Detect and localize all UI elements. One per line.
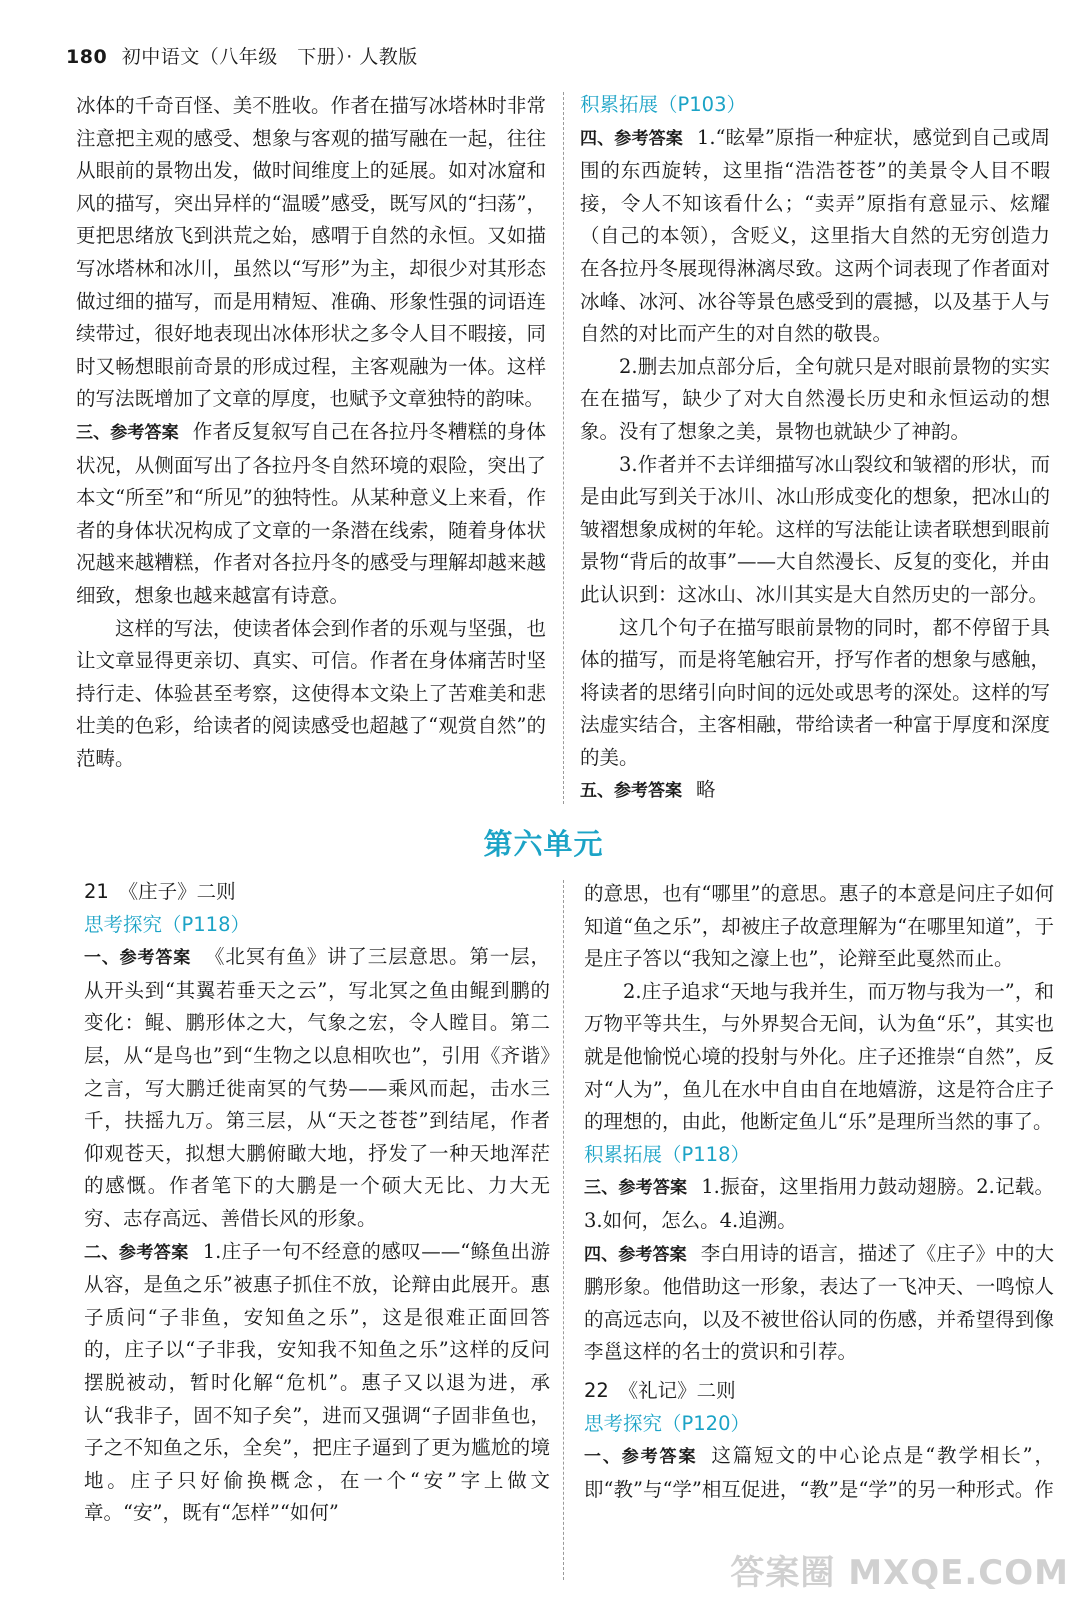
answer-3 <box>76 416 546 613</box>
answer-label: 五、参考答案 <box>580 781 682 802</box>
paragraph: 的意思，也有“哪里”的意思。惠子的本意是问庄子如何知道“鱼之乐”，却被庄子故意理解为“在哪里知道”，于是庄子答以“我知之濠上也”，论辩至此戛然而止。 <box>584 882 1054 971</box>
section-heading: 积累拓展（P118） <box>584 1142 750 1166</box>
answer-text: 李白用诗的语言，描述了《庄子》中的大鹏形象。他借助这一形象，表达了一飞冲天、一鸣惊人的高远志向，以及不被世俗认同的伤感，并希望得到像李邕这样的名士的赏识和引荐。 <box>584 1241 1054 1364</box>
unit-title: 第六单元 <box>483 827 604 861</box>
answer-text: 作者反复叙写自己在各拉丹冬糟糕的身体状况，从侧面写出了各拉丹冬自然环境的艰险，突出了本文“所至”和“所见”的独特性。从某种意义上来看，作者的身体状况构成了文章的一条潜在线索，随着身体状况越来越糟糕，作者对各拉丹冬的感受与理解却越来越细致，想象也越来越富有诗意。 <box>76 419 546 607</box>
watermark: 答案圈 MXQE.COM <box>730 1553 1069 1593</box>
answer-text: 1.振奋，这里指用力鼓动翅膀。2.记载。3.如何，怎么。4.追溯。 <box>584 1175 1054 1232</box>
lesson-title: 21 《庄子》二则 <box>84 880 236 903</box>
answer-text: 《北冥有鱼》讲了三层意思。第一层，从开头到“其翼若垂天之云”，写北冥之鱼由鲲到鹏的变化：鲲、鹏形体之大，气象之宏，令人瞠目。第二层，从“是鸟也”到“生物之以息相吹也”，引用《齐谐》之言，写大鹏迁徙南冥的气势——乘风而起，击水三千，扶摇九万。第三层，从“天之苍苍”到结尾，作者仰观苍天，拟想大鹏俯瞰大地，抒发了一种天地浑茫的感慨。作者笔下的大鹏是一个硕大无比、力大无穷、志存高远、善借长风的形象。 <box>84 945 550 1230</box>
answer-1 <box>84 941 550 1235</box>
lesson-title: 22 《礼记》二则 <box>584 1378 736 1402</box>
answer-label: 三、参考答案 <box>76 422 179 443</box>
answer-2 <box>84 1236 550 1530</box>
section-heading: 思考探究（P118） <box>84 912 250 936</box>
paragraph: 2.删去加点部分后，全句就只是对眼前景物的实实在在描写，缺少了对大自然漫长历史和永恒运动的想象。没有了想象之美，景物也就缺少了神韵。 <box>580 354 1050 443</box>
book-title: 初中语文（八年级 下册）· 人教版 <box>121 46 418 68</box>
answer-4 <box>584 1238 1054 1369</box>
answer-label: 四、参考答案 <box>584 1244 687 1265</box>
answer-text: 1.“眩晕”原指一种症状，感觉到自己或周围的东西旋转，这里指“浩浩苍苍”的美景令人目不暇接，令人不知该看什么；“卖弄”原指有意显示、炫耀（自己的本领），含贬义，这里指大自然的无穷创造力在各拉丹冬展现得淋漓尽致。这两个词表现了作者面对冰峰、冰河、冰谷等景色感受到的震撼，以及基于人与自然的对比而产生的对自然的敬畏。 <box>580 125 1051 346</box>
section-heading: 积累拓展（P103） <box>580 93 746 116</box>
section-heading: 思考探究（P120） <box>584 1411 750 1435</box>
paragraph: 这样的写法，使读者体会到作者的乐观与坚强，也让文章显得更亲切、真实、可信。作者在身体痛苦时坚持行走、体验甚至考察，这使得本文染上了苦难美和悲壮美的色彩，给读者的阅读感受也超越了“观赏自然”的范畴。 <box>76 616 546 770</box>
answer-text: 略 <box>696 778 716 802</box>
answer-label: 四、参考答案 <box>580 128 683 149</box>
bottom-right-column <box>584 878 1054 1506</box>
answer-4 <box>580 122 1050 351</box>
answer-text: 1.庄子一句不经意的感叹——“鲦鱼出游从容，是鱼之乐”被惠子抓住不放，论辩由此展开。惠子质问“子非鱼，安知鱼之乐”，这是很难正面回答的，庄子以“子非我，安知我不知鱼之乐”这样的反问摆脱被动，暂时化解“危机”。惠子又以退为进，承认“我非子，固不知子矣”，进而又强调“子固非鱼也，子之不知鱼之乐，全矣”，把庄子逼到了更为尴尬的境地。庄子只好偷换概念，在一个“安”字上做文章。“安”，既有“怎样”“如何” <box>84 1239 551 1525</box>
answer-5 <box>580 774 1050 808</box>
answer-label: 三、参考答案 <box>584 1178 688 1199</box>
page-number: 180 <box>66 46 108 68</box>
bottom-left-column <box>84 876 550 1530</box>
page-header <box>66 42 418 69</box>
column-divider <box>563 880 564 1580</box>
paragraph: 3.作者并不去详细描写冰山裂纹和皱褶的形状，而是由此写到关于冰川、冰山形成变化的想象，把冰山的皱褶想象成树的年轮。这样的写法能让读者联想到眼前景物“背后的故事”——大自然漫长、反复的变化，并由此认识到：这冰山、冰川其实是大自然历史的一部分。 <box>580 452 1050 606</box>
paragraph: 这几个句子在描写眼前景物的同时，都不停留于具体的描写，而是将笔触宕开，抒写作者的想象与感触，将读者的思绪引向时间的远处或思考的深处。这样的写法虚实结合，主客相融，带给读者一种富于厚度和深度的美。 <box>580 615 1050 769</box>
answer-label: 二、参考答案 <box>84 1242 189 1263</box>
answer-label: 一、参考答案 <box>84 948 192 969</box>
paragraph: 2.庄子追求“天地与我并生，而万物与我为一”，和万物平等共生，与外界契合无间，认为鱼“乐”，其实也就是他愉悦心境的投射与外化。庄子还推崇“自然”，反对“人为”，鱼儿在水中自由自在地嬉游，这是符合庄子的理想的，由此，他断定鱼儿“乐”是理所当然的事了。 <box>584 979 1054 1134</box>
top-right-column <box>580 89 1050 808</box>
column-divider <box>563 92 564 804</box>
answer-3 <box>584 1171 1054 1237</box>
answer-label: 一、参考答案 <box>584 1447 698 1468</box>
answer-1 <box>584 1440 1054 1506</box>
paragraph: 冰体的千奇百怪、美不胜收。作者在描写冰塔林时非常注意把主观的感受、想象与客观的描写融在一起，往往从眼前的景物出发，做时间维度上的延展。如对冰窟和风的描写，突出异样的“温暖”感受，既写风的“扫荡”，更把思绪放飞到洪荒之始，感喟于自然的永恒。又如描写冰塔林和冰川，虽然以“写形”为主，却很少对其形态做过细的描写，而是用精短、准确、形象性强的词语连续带过，很好地表现出冰体形状之多令人目不暇接，同时又畅想眼前奇景的形成过程，主客观融为一体。这样的写法既增加了文章的厚度，也赋予文章独特的韵味。 <box>76 94 546 411</box>
answer-text: 这篇短文的中心论点是“教学相长”，即“教”与“学”相互促进，“教”是“学”的另一种形式。作 <box>584 1444 1054 1501</box>
top-left-column <box>76 90 546 775</box>
